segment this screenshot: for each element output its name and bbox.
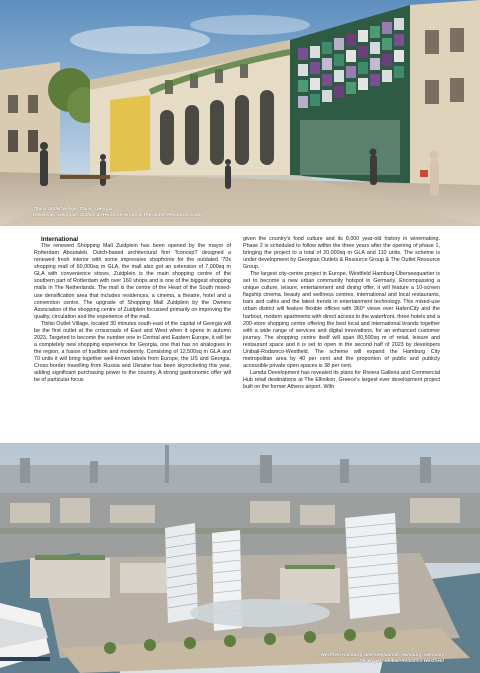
article-heading: International (41, 236, 79, 243)
article-paragraph: The largest city-centre project in Europe, Westfield Hamburg-Überseequartier is set to become a new urban community hotspot in Germany. Encompassing a unique culture, leisure, entertainment and dining offer, it will feature a 10-screen flagship cinema, beauty and wellness centres, international and local restaurants, bars and cafés and the latest trends in entertainment technology. This mixed-use urban district will feature flexible offices with 360° views over HafenCity and the harbour, modern apartments with direct access to the waterfront, three hotels and a 200-store shopping centre offering the best local and international brands together with a wide range of services and digital innovations, for an enhanced customer journey. The shopping centre itself will span 80,500sq m of retail, leisure and restaurant space and it is set to open in the second half of 2023 by developers Unibail-Rodamco-Westfield. The scheme will expand the Hamburg City metropolitan area by 40 per cent and the proportion of public and publicly accessible private open spaces is 38 per cent. (243, 271, 440, 369)
top-photo-caption-developer: Developer: Georgian Outlets & Resource Group & The Outlet Resource Group (33, 211, 203, 217)
bottom-photo-caption (244, 652, 444, 664)
top-photo-caption (33, 206, 253, 217)
article-paragraph: The renewed Shopping Mall Zuidplein has been opened by the mayor of Rotterdam Aboutaleb. Dutch-based architectural firm TconcepT designed a renewed fresh interior with some impressive shopfronts for the outdated ’70s shopping mall of 60,000sq m GLA, the mall also got an extension of 7,000sq m GLA with convenience stores. Zuidplein is the main shopping centre of the southern part of Rotterdam with over 160 shops and is one of the biggest shopping malls in The Netherlands. The mall is the centre of the Heart of the South mixed-use densification area that includes residences, a cinema, a theatre, hotel and a convention centre. The upgrade of Shopping Mall Zuidplein by the Owners Association of the shopping centre of Zuidplein focussed primarily on improving the quality, circulation and the experience of the mall. (34, 243, 231, 320)
tbilisi-outlet-illustration (0, 0, 480, 226)
bottom-photo-caption-developer: Developer: Unibail-Rodamco-Westfield (359, 657, 444, 663)
article-body (34, 236, 440, 436)
article-paragraph: given the country’s food culture and its 8,000 year-old history in winemaking. Phase 2 is scheduled to follow within the three years after the opening of phase 1, bringing the project to a total of 20,000sq m GLA and 110 units. The scheme is under development by Georgian Outlets & Resource Group & The Outlet Resource Group. (243, 236, 440, 271)
bottom-photo-caption-title: Westfield Hamburg-Überseequartier, Hamburg, Germany (320, 652, 444, 657)
article-paragraph: Tbilisi Outlet Village, located 30 minutes south-east of the capital of Georgia will be the first outlet at the crossroads of East and West when it opens in autumn 2023. Targeted to become the number one in Central and Eastern Europe, it will be a completely new shopping experience for Georgia, one that has no analogues in the region, a fusion of tradition and modernity. Consisting of 12,500sq m GLA and 70 units it will bring together well-known labels from Europe, the US and Georgia. Cross border travelling from Russia and Ukraine has been skyrocketing this year, adding significant purchasing power to the country. A strong gastronomic offer will be of particular focus (34, 320, 231, 384)
top-photo-caption-title: Tbilisi Outlet Village, Tbilisi, Georgia (33, 206, 113, 211)
article-paragraph: Lamda Development has revealed its plans for Riviera Galleria and Commercial Hub retail destinations at The Ellinikon, Greece’s largest ever development project built on the former Athens airport. With (243, 369, 440, 390)
article-column-left (34, 236, 231, 436)
article-column-right (243, 236, 440, 436)
hamburg-aerial-illustration (0, 443, 480, 673)
tbilisi-outlet-photo (0, 0, 480, 226)
hamburg-aerial-photo (0, 443, 480, 673)
